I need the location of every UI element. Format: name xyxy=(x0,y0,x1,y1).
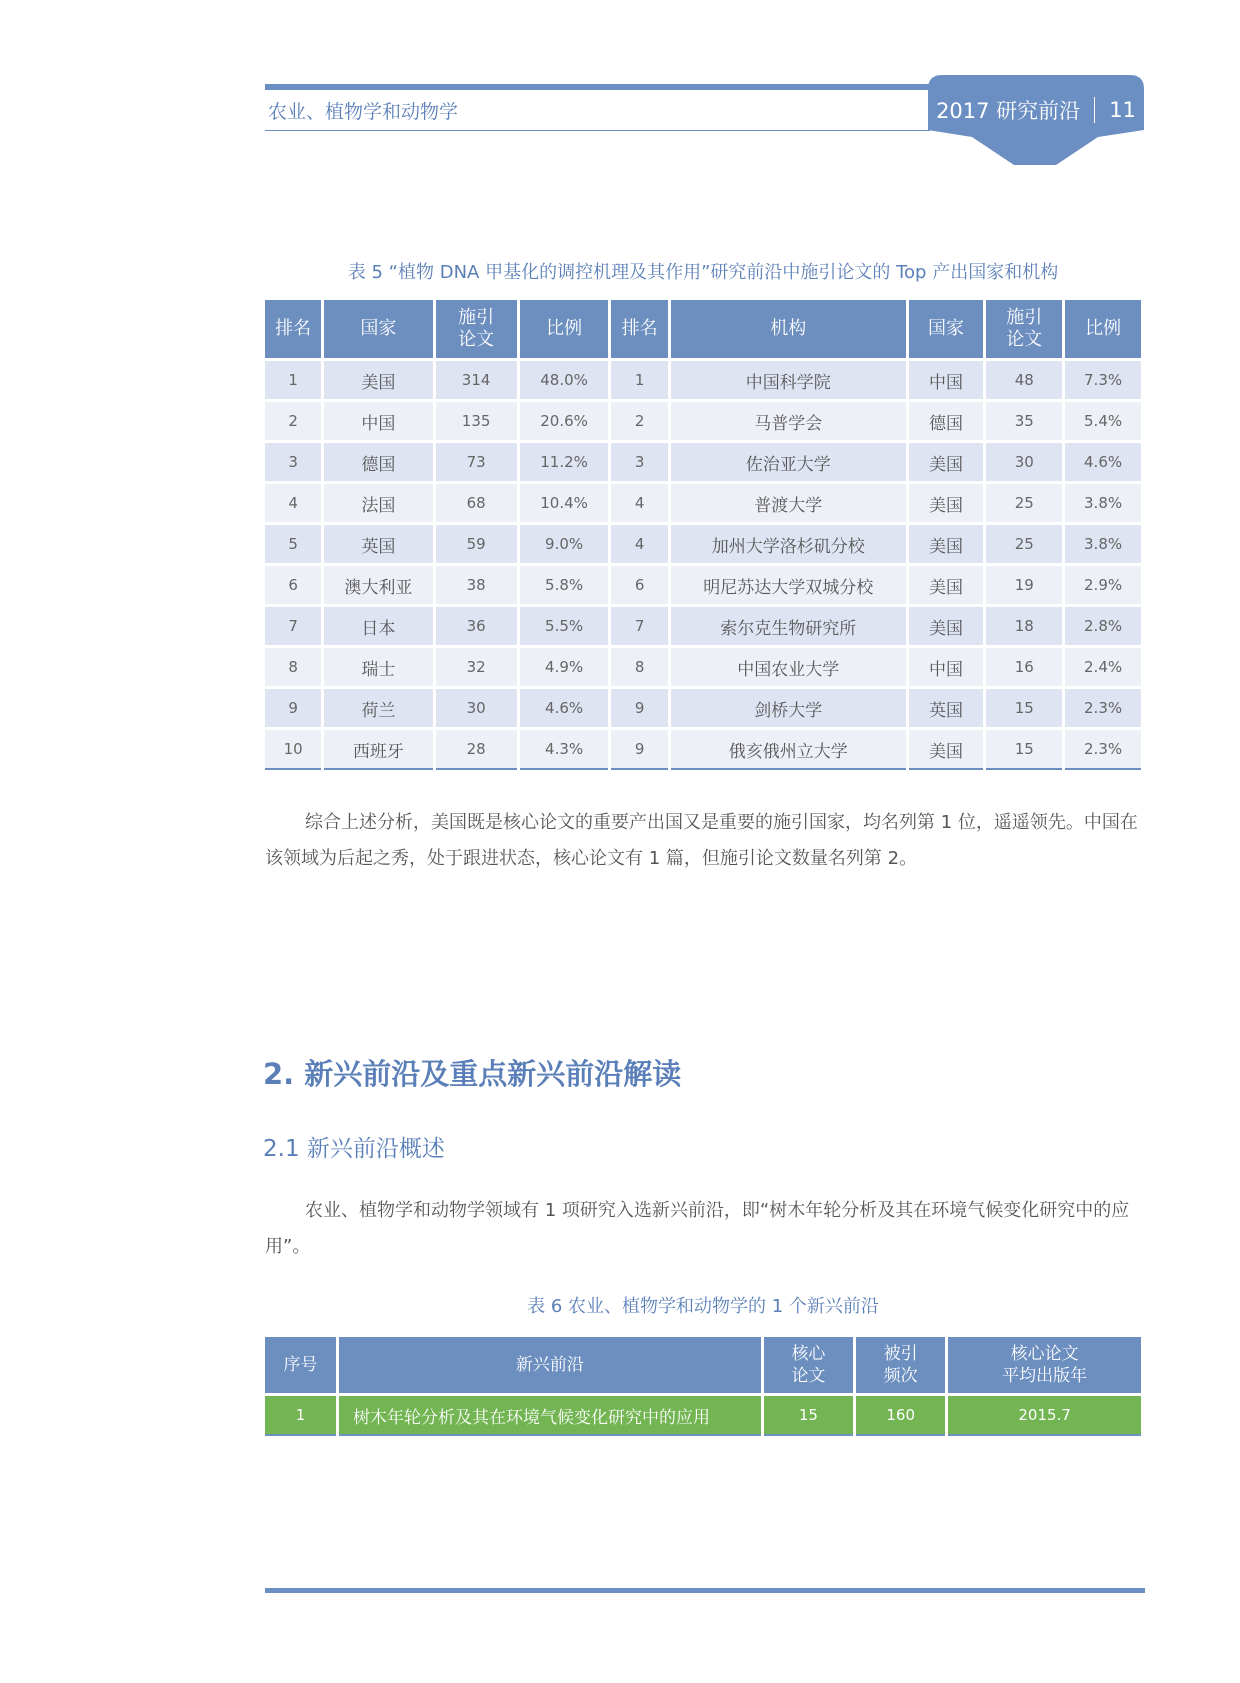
cell-ratio: 5.8% xyxy=(520,566,609,604)
cell-papers2: 15 xyxy=(986,730,1062,770)
cell-papers: 135 xyxy=(436,402,517,440)
cell-rank: 2 xyxy=(265,402,321,440)
table5-caption: 表 5 “植物 DNA 甲基化的调控机理及其作用”研究前沿中施引论文的 Top 产出国家和机构 xyxy=(347,262,1059,283)
cell-papers: 59 xyxy=(436,525,517,563)
cell-papers: 38 xyxy=(436,566,517,604)
table-row xyxy=(265,361,1141,399)
cell-country: 澳大利亚 xyxy=(324,566,432,604)
cell-papers2: 25 xyxy=(986,525,1062,563)
cell-ratio: 5.5% xyxy=(520,607,609,645)
section-heading: 2. 新兴前沿及重点新兴前沿解读 xyxy=(263,1057,682,1091)
cell-country2: 英国 xyxy=(909,689,984,727)
cell-rank2: 7 xyxy=(611,607,667,645)
th-cited: 被引 频次 xyxy=(856,1337,945,1393)
cell-ratio: 48.0% xyxy=(520,361,609,399)
cell-rank: 3 xyxy=(265,443,321,481)
cell-institution: 中国农业大学 xyxy=(671,648,906,686)
cell-papers2: 16 xyxy=(986,648,1062,686)
footer-bar xyxy=(265,1588,1145,1593)
cell-institution: 佐治亚大学 xyxy=(671,443,906,481)
cell-institution: 中国科学院 xyxy=(671,361,906,399)
cell-ratio: 11.2% xyxy=(520,443,609,481)
th-seq: 序号 xyxy=(265,1337,336,1393)
table-row xyxy=(265,443,1141,481)
cell-ratio2: 3.8% xyxy=(1065,484,1141,522)
table-row xyxy=(265,566,1141,604)
cell-country: 西班牙 xyxy=(324,730,432,770)
cell-country: 英国 xyxy=(324,525,432,563)
cell-papers: 30 xyxy=(436,689,517,727)
cell-rank2: 4 xyxy=(611,525,667,563)
cell-papers: 32 xyxy=(436,648,517,686)
table-row xyxy=(265,1396,1141,1436)
cell-rank2: 9 xyxy=(611,689,667,727)
cell-institution: 马普学会 xyxy=(671,402,906,440)
table6-header-row xyxy=(265,1337,1141,1393)
cell-papers: 68 xyxy=(436,484,517,522)
analysis-paragraph: 综合上述分析，美国既是核心论文的重要产出国又是重要的施引国家，均名列第 1 位，遥遥领先。中国在该领域为后起之秀，处于跟进状态，核心论文有 1 篇，但施引论文数量名列第 2。 xyxy=(265,812,1138,869)
cell-rank2: 4 xyxy=(611,484,667,522)
cell-rank: 6 xyxy=(265,566,321,604)
table5-header-row xyxy=(265,300,1141,358)
cell-country: 瑞士 xyxy=(324,648,432,686)
cell-ratio2: 2.3% xyxy=(1065,730,1141,770)
cell-country: 德国 xyxy=(324,443,432,481)
cell-cited: 160 xyxy=(856,1396,945,1436)
cell-papers2: 30 xyxy=(986,443,1062,481)
cell-rank: 1 xyxy=(265,361,321,399)
cell-rank2: 9 xyxy=(611,730,667,770)
cell-institution: 普渡大学 xyxy=(671,484,906,522)
cell-papers2: 48 xyxy=(986,361,1062,399)
cell-front: 树木年轮分析及其在环境气候变化研究中的应用 xyxy=(339,1396,761,1436)
cell-country2: 美国 xyxy=(909,484,984,522)
cell-institution: 俄亥俄州立大学 xyxy=(671,730,906,770)
cell-country2: 美国 xyxy=(909,607,984,645)
table-row xyxy=(265,402,1141,440)
cell-ratio2: 2.9% xyxy=(1065,566,1141,604)
table6 xyxy=(262,1334,1144,1439)
cell-ratio: 4.3% xyxy=(520,730,609,770)
cell-ratio: 20.6% xyxy=(520,402,609,440)
cell-year: 2015.7 xyxy=(948,1396,1141,1436)
th-institution: 机构 xyxy=(671,300,906,358)
cell-country2: 中国 xyxy=(909,361,984,399)
table6-caption: 表 6 农业、植物学和动物学的 1 个新兴前沿 xyxy=(527,1296,879,1317)
cell-papers2: 25 xyxy=(986,484,1062,522)
cell-ratio2: 3.8% xyxy=(1065,525,1141,563)
cell-seq: 1 xyxy=(265,1396,336,1436)
subsection-heading: 2.1 新兴前沿概述 xyxy=(263,1136,445,1162)
report-title: 2017 研究前沿 xyxy=(936,99,1081,123)
th-country: 国家 xyxy=(324,300,432,358)
th-rank: 排名 xyxy=(265,300,321,358)
cell-country: 法国 xyxy=(324,484,432,522)
cell-rank2: 6 xyxy=(611,566,667,604)
cell-country2: 美国 xyxy=(909,566,984,604)
table-row xyxy=(265,689,1141,727)
cell-rank2: 3 xyxy=(611,443,667,481)
cell-ratio2: 7.3% xyxy=(1065,361,1141,399)
table-row xyxy=(265,525,1141,563)
cell-ratio2: 2.4% xyxy=(1065,648,1141,686)
cell-rank: 9 xyxy=(265,689,321,727)
cell-ratio: 4.9% xyxy=(520,648,609,686)
table-row xyxy=(265,648,1141,686)
cell-papers2: 15 xyxy=(986,689,1062,727)
cell-rank: 7 xyxy=(265,607,321,645)
th-papers2: 施引 论文 xyxy=(986,300,1062,358)
cell-institution: 加州大学洛杉矶分校 xyxy=(671,525,906,563)
cell-country2: 德国 xyxy=(909,402,984,440)
running-header-section: 农业、植物学和动物学 xyxy=(268,101,459,123)
cell-rank: 10 xyxy=(265,730,321,770)
cell-rank: 5 xyxy=(265,525,321,563)
cell-country2: 美国 xyxy=(909,730,984,770)
cell-rank: 8 xyxy=(265,648,321,686)
th-country2: 国家 xyxy=(909,300,984,358)
th-papers: 施引 论文 xyxy=(436,300,517,358)
cell-ratio2: 4.6% xyxy=(1065,443,1141,481)
table-row xyxy=(265,730,1141,770)
cell-rank2: 1 xyxy=(611,361,667,399)
table-row xyxy=(265,607,1141,645)
th-rank2: 排名 xyxy=(611,300,667,358)
cell-rank: 4 xyxy=(265,484,321,522)
cell-ratio: 9.0% xyxy=(520,525,609,563)
cell-country2: 美国 xyxy=(909,525,984,563)
cell-ratio2: 5.4% xyxy=(1065,402,1141,440)
table-row xyxy=(265,484,1141,522)
cell-papers: 36 xyxy=(436,607,517,645)
cell-country: 美国 xyxy=(324,361,432,399)
cell-papers2: 18 xyxy=(986,607,1062,645)
cell-ratio: 4.6% xyxy=(520,689,609,727)
cell-country: 中国 xyxy=(324,402,432,440)
cell-papers: 28 xyxy=(436,730,517,770)
th-ratio: 比例 xyxy=(520,300,609,358)
header-rule xyxy=(265,130,930,131)
cell-papers: 73 xyxy=(436,443,517,481)
cell-papers: 314 xyxy=(436,361,517,399)
cell-ratio: 10.4% xyxy=(520,484,609,522)
cell-institution: 索尔克生物研究所 xyxy=(671,607,906,645)
cell-country: 日本 xyxy=(324,607,432,645)
page-number: 11 xyxy=(1109,98,1136,122)
cell-ratio2: 2.8% xyxy=(1065,607,1141,645)
th-ratio2: 比例 xyxy=(1065,300,1141,358)
table5 xyxy=(262,297,1144,773)
cell-institution: 明尼苏达大学双城分校 xyxy=(671,566,906,604)
th-core: 核心 论文 xyxy=(764,1337,853,1393)
cell-ratio2: 2.3% xyxy=(1065,689,1141,727)
cell-rank2: 2 xyxy=(611,402,667,440)
cell-rank2: 8 xyxy=(611,648,667,686)
cell-country2: 美国 xyxy=(909,443,984,481)
cell-papers2: 19 xyxy=(986,566,1062,604)
overview-paragraph: 农业、植物学和动物学领域有 1 项研究入选新兴前沿，即“树木年轮分析及其在环境气候变化研究中的应用”。 xyxy=(265,1200,1130,1257)
th-year: 核心论文 平均出版年 xyxy=(948,1337,1141,1393)
cell-country2: 中国 xyxy=(909,648,984,686)
tab-divider xyxy=(1094,97,1095,123)
cell-country: 荷兰 xyxy=(324,689,432,727)
cell-core: 15 xyxy=(764,1396,853,1436)
cell-institution: 剑桥大学 xyxy=(671,689,906,727)
cell-papers2: 35 xyxy=(986,402,1062,440)
page-tab xyxy=(928,75,1144,167)
th-front: 新兴前沿 xyxy=(339,1337,761,1393)
header-bar xyxy=(265,84,930,90)
